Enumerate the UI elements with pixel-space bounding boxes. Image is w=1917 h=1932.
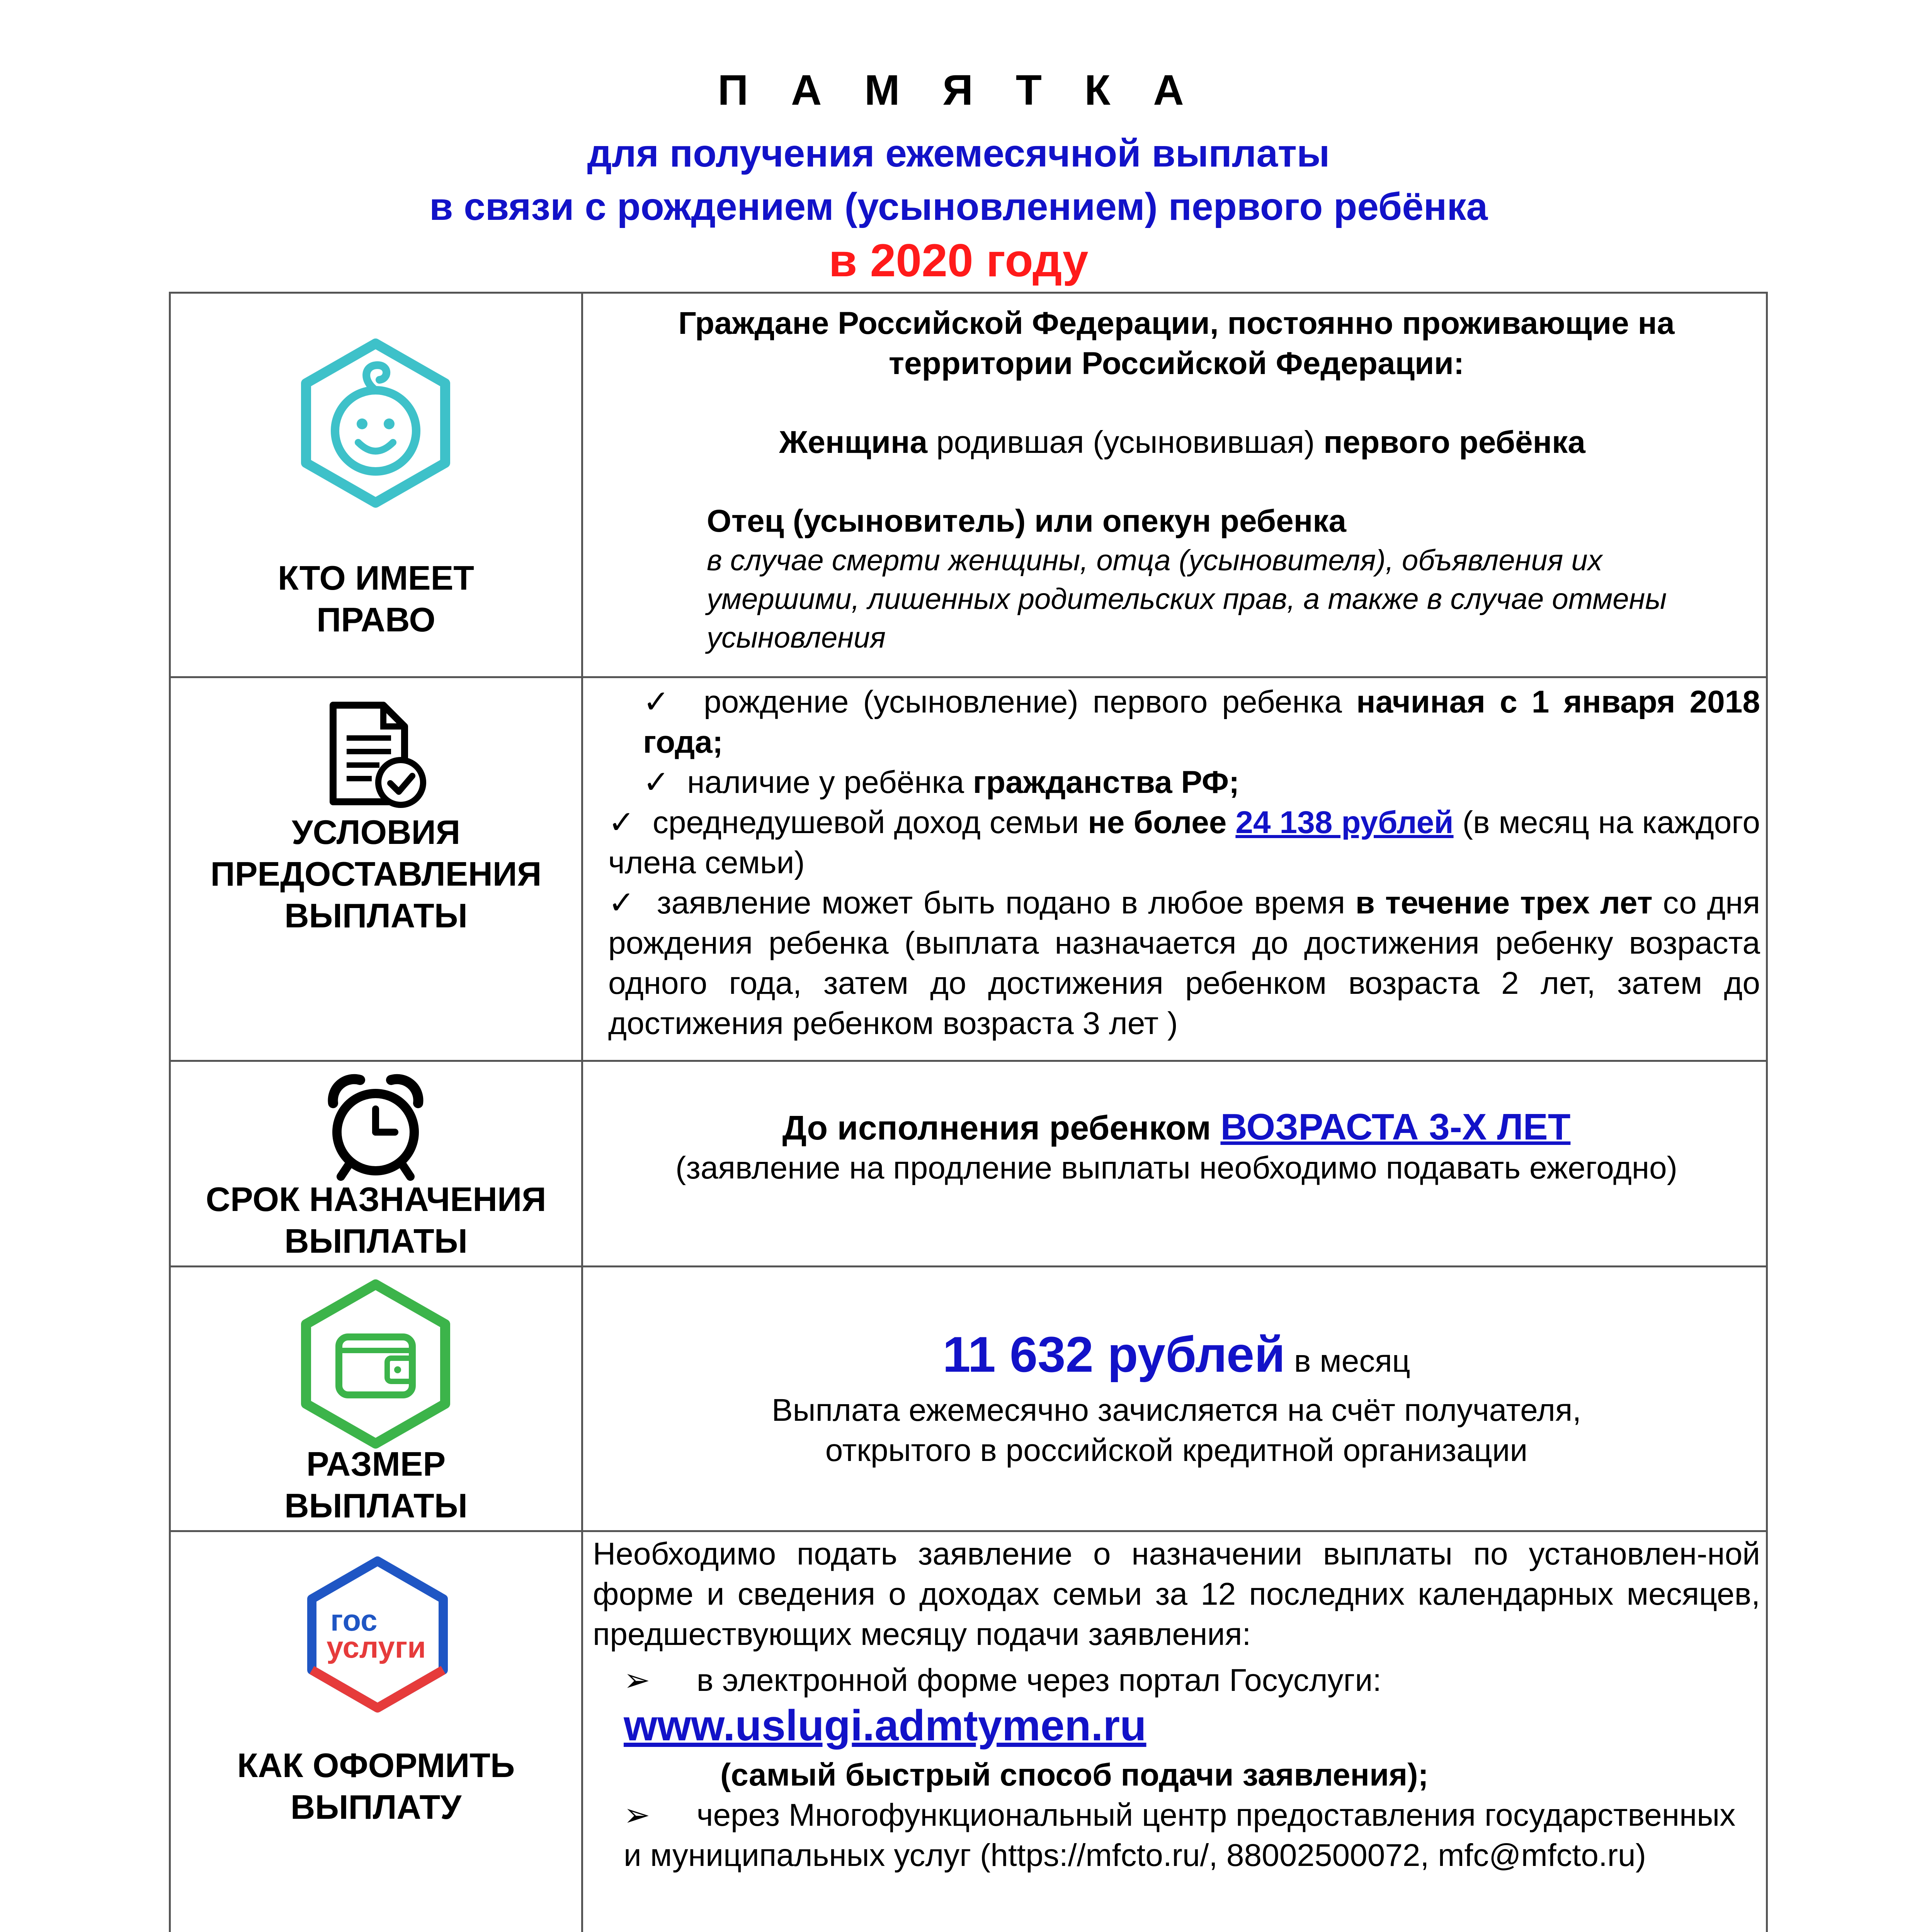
condition-text: (в месяц на каждого члена семьи) [608,805,1760,880]
subtitle-year: в 2020 году [828,235,1089,286]
who-woman-bold: первого ребёнка [1323,425,1585,460]
amount-content [583,1325,1770,1471]
alarm-clock-icon [318,1068,434,1184]
term-main [583,1107,1770,1148]
label-line: ВЫПЛАТЫ [284,1222,468,1260]
amount-line-1: Выплата ежемесячно зачисляется на счёт получателя, [771,1393,1582,1428]
label-line: СРОК НАЗНАЧЕНИЯ [206,1180,546,1218]
amount-sum: 11 632 рублей [942,1326,1286,1383]
row-label-amount [171,1443,581,1527]
condition-1 [608,682,1760,762]
logo-text-uslugi: услуги [327,1630,426,1664]
label-line: КАК ОФОРМИТЬ [237,1746,515,1784]
gosuslugi-link[interactable]: www.uslugi.admtymen.ru [624,1701,1146,1750]
term-sub: (заявление на продление выплаты необходимо подавать ежегодно) [675,1150,1677,1185]
check-icon: ✓ [608,885,636,920]
gosuslugi-icon [296,1549,459,1719]
conditions-content [583,682,1770,1044]
option-text: через Многофункциональный центр предоставления государственных и муниципальных услуг (https://mfcto.ru/, 88002500072, mfc@mfcto.ru) [624,1798,1736,1873]
who-father: Отец (усыновитель) или опекун ребенка [707,503,1346,539]
how-option-2 [593,1795,1760,1876]
label-line: РАЗМЕР [306,1445,446,1483]
condition-text: заявление может быть подано в любое время [657,885,1356,920]
row-label-how [171,1745,581,1828]
row-label-conditions [171,811,581,937]
term-main-bold: До исполнения ребенком [782,1109,1221,1147]
arrow-icon: ➢ [624,1663,650,1698]
row-divider [171,1265,1766,1267]
label-line: ПРАВО [316,600,435,639]
income-limit-link[interactable]: 24 138 рублей [1235,805,1454,840]
condition-bold: начиная с 1 января 2018 года; [643,684,1760,760]
who-woman-bold: Женщина [779,425,928,460]
logo-text-gos: гос [330,1603,378,1637]
condition-bold: не более [1088,805,1236,840]
condition-text: среднедушевой доход семьи [652,805,1088,840]
arrow-icon: ➢ [624,1798,650,1833]
term-content [583,1107,1770,1188]
label-line: КТО ИМЕЕТ [277,559,475,597]
amount-period: в месяц [1285,1344,1410,1379]
how-content [583,1534,1770,1876]
document-title: П А М Я Т К А [718,66,1199,114]
row-divider [171,676,1766,678]
condition-text: со дня рождения ребенка (выплата назначается до достижения ребенку возраста одного года, затем до достижения ребенком возраста 2 лет, затем до достижения ребенком возраста 3 лет ) [608,885,1760,1041]
how-site [593,1701,1760,1755]
check-icon: ✓ [643,765,670,800]
label-line: ВЫПЛАТУ [290,1788,462,1826]
condition-3 [608,803,1760,883]
condition-2 [608,762,1760,803]
row-divider [171,1530,1766,1532]
label-line: ВЫПЛАТЫ [284,1486,468,1525]
wallet-icon [296,1279,455,1449]
subtitle-line-1: для получения ежемесячной выплаты [587,132,1330,175]
how-option-1 [593,1660,1760,1701]
who-woman-text: родившая (усыновившая) [927,425,1324,460]
how-intro: Необходимо подать заявление о назначении выплаты по установлен-ной форме и сведения о доходах семьи за 12 последних календарных месяцев, предшествующих месяцу подачи заявления: [593,1536,1760,1652]
baby-icon [296,338,455,508]
who-woman [614,422,1739,463]
row-label-term [171,1179,581,1262]
who-content [583,303,1770,657]
how-fast: (самый быстрый способ подачи заявления); [720,1757,1429,1793]
amount-value [583,1325,1770,1390]
row-divider [171,1060,1766,1062]
label-line: ВЫПЛАТЫ [284,896,468,935]
condition-bold: в течение трех лет [1355,885,1653,920]
label-line: УСЛОВИЯ [291,813,461,851]
amount-line-2: открытого в российской кредитной организации [825,1433,1528,1468]
label-line: ПРЕДОСТАВЛЕНИЯ [210,855,542,893]
who-father-note: в случае смерти женщины, отца (усыновителя), объявления их умершими, лишенных родительских прав, а также в случае отмены усыновления [707,544,1667,654]
document-check-icon [318,697,434,813]
subtitle-line-2: в связи с рождением (усыновлением) первого ребёнка [429,185,1488,228]
age-limit-link[interactable]: ВОЗРАСТА 3-Х ЛЕТ [1220,1106,1571,1148]
check-icon: ✓ [643,684,675,719]
condition-text: наличие у ребёнка [687,765,973,800]
condition-text: рождение (усыновление) первого ребенка [704,684,1356,719]
row-label-who [171,557,581,641]
who-heading: Граждане Российской Федерации, постоянно проживающие на территории Российской Федерации: [678,306,1675,381]
info-table [169,292,1768,1932]
option-text: в электронной форме через портал Госуслуги: [696,1663,1382,1698]
condition-4 [608,883,1760,1044]
condition-bold: гражданства РФ; [973,765,1240,800]
check-icon: ✓ [608,805,635,840]
